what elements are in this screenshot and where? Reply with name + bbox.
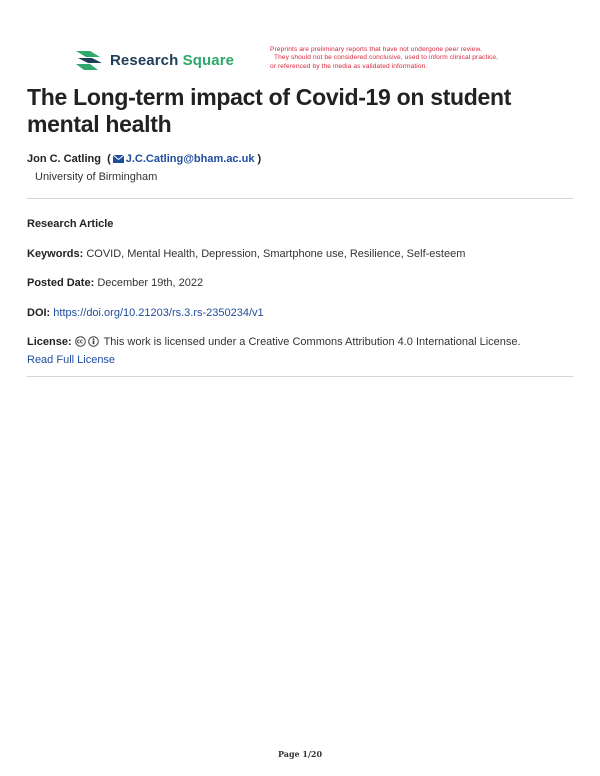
- keywords-label: Keywords:: [27, 248, 84, 260]
- license-row: [27, 336, 521, 348]
- doi-label: DOI:: [27, 307, 51, 319]
- page-number: Page 1/20: [277, 749, 323, 759]
- preprint-disclaimer: [270, 46, 540, 71]
- disclaimer-line: They should not be considered conclusive, used to inform clinical practice,: [274, 54, 499, 62]
- posted-date-label: Posted Date:: [27, 277, 95, 289]
- research-square-logo[interactable]: [74, 48, 234, 72]
- paper-title: The Long-term impact of Covid-19 on student mental health: [27, 84, 512, 137]
- posted-date-row: [27, 277, 203, 289]
- author-email-link[interactable]: J.C.Catling@bham.ac.uk: [125, 153, 255, 165]
- divider: [27, 198, 573, 199]
- keywords-value: COVID, Mental Health, Depression, Smartphone use, Resilience, Self-esteem: [86, 248, 466, 260]
- header: [74, 46, 544, 76]
- doi-link[interactable]: https://doi.org/10.21203/rs.3.rs-2350234/v1: [53, 307, 264, 319]
- author-close-paren: ): [257, 153, 262, 165]
- posted-date-value: December 19th, 2022: [97, 277, 204, 289]
- creative-commons-icon: [75, 336, 86, 347]
- disclaimer-line: or referenced by the media as validated information.: [270, 62, 428, 70]
- attribution-icon: [88, 336, 99, 347]
- keywords-row: [27, 248, 465, 260]
- divider: [27, 376, 573, 377]
- email-icon: [113, 155, 124, 163]
- disclaimer-line: Preprints are preliminary reports that have not undergone peer review.: [270, 46, 482, 53]
- author-line: [27, 153, 261, 165]
- research-square-logo-icon: [74, 48, 104, 72]
- author-open-paren: (: [107, 153, 111, 165]
- author-affiliation: University of Birmingham: [35, 171, 158, 183]
- license-label: License:: [27, 336, 72, 348]
- doi-row: [27, 307, 264, 319]
- read-full-license-link[interactable]: Read Full License: [27, 354, 116, 366]
- article-type: Research Article: [27, 218, 114, 230]
- author-name: Jon C. Catling: [27, 153, 101, 165]
- license-text: This work is licensed under a Creative Commons Attribution 4.0 International License.: [103, 336, 521, 348]
- logo-wordmark: [110, 52, 234, 69]
- logo-square-text: Square: [182, 51, 235, 69]
- logo-research-text: Research: [110, 51, 179, 69]
